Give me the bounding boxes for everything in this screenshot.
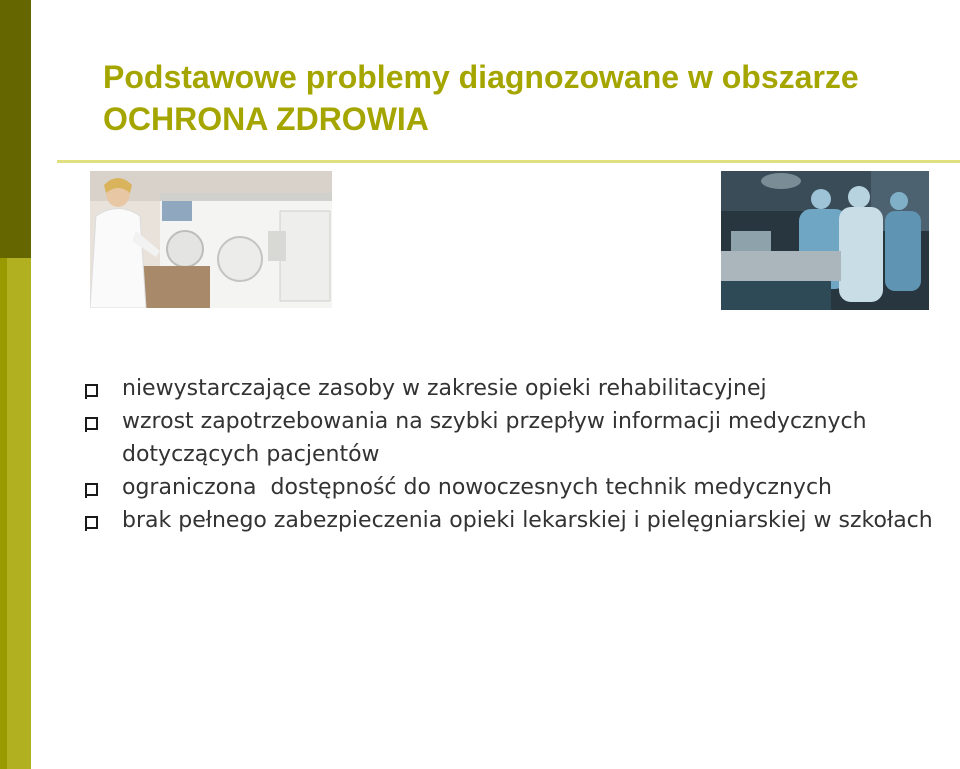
problem-list: [85, 372, 955, 537]
square-bullet-icon: [85, 483, 98, 496]
list-item-text: wzrost zapotrzebowania na szybki przepływ informacji medycznych dotyczących pacjentów: [122, 409, 881, 467]
slide-title-line-2: OCHRONA ZDROWIA: [103, 101, 429, 137]
list-item: [85, 504, 955, 537]
list-item-text: ograniczona dostępność do nowoczesnych technik medycznych: [122, 475, 832, 500]
side-bar-dark: [0, 0, 31, 258]
list-item: [85, 405, 955, 471]
title-divider: [57, 160, 960, 163]
square-bullet-icon: [85, 516, 98, 529]
slide-title: [103, 56, 943, 140]
surgery-room-photo: [721, 171, 929, 310]
slide-title-line-1: Podstawowe problemy diagnozowane w obszarze: [103, 59, 859, 95]
square-bullet-icon: [85, 384, 98, 397]
list-item: [85, 372, 955, 405]
list-item-text: niewystarczające zasoby w zakresie opieki rehabilitacyjnej: [122, 376, 767, 401]
laboratory-technician-photo: [90, 171, 332, 308]
side-bar-inner: [7, 258, 31, 769]
list-item: [85, 471, 955, 504]
list-item-text: brak pełnego zabezpieczenia opieki lekarskiej i pielęgniarskiej w szkołach: [122, 508, 933, 533]
square-bullet-icon: [85, 417, 98, 430]
